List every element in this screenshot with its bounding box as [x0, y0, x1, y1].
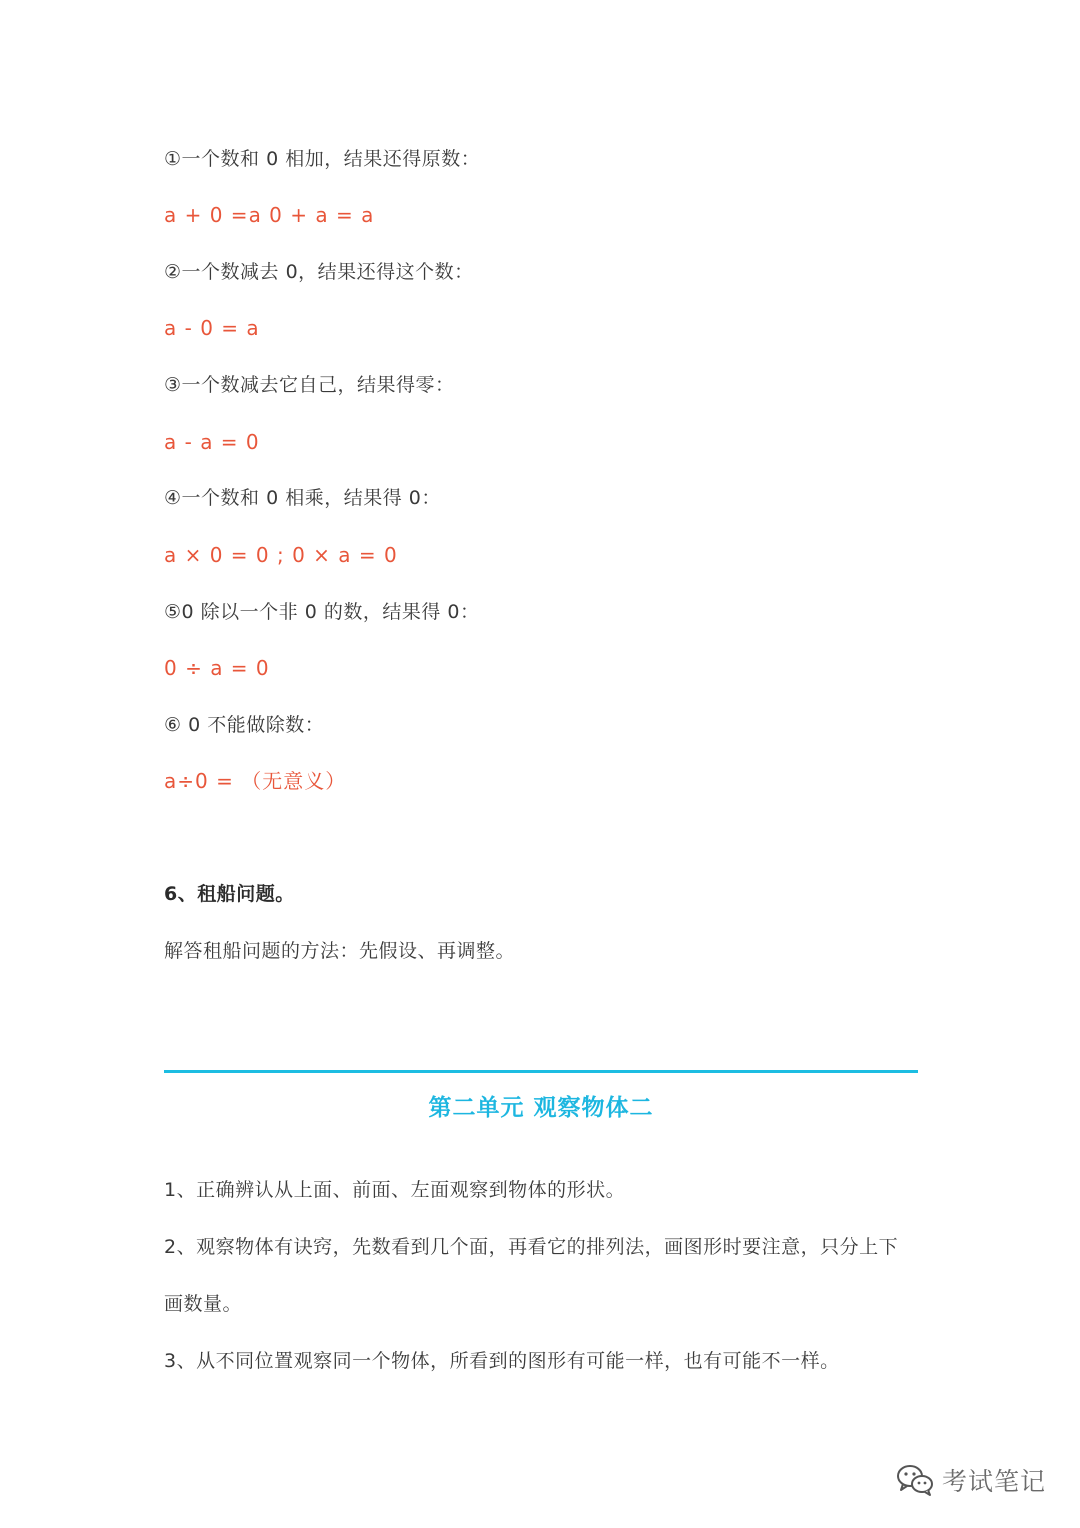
rule-3-formula: a - a = 0	[164, 430, 260, 454]
unit2-point-3: 3、从不同位置观察同一个物体，所看到的图形有可能一样，也有可能不一样。	[164, 1350, 840, 1372]
unit2-point-1: 1、正确辨认从上面、前面、左面观察到物体的形状。	[164, 1179, 626, 1201]
unit2-title: 第二单元 观察物体二	[428, 1095, 654, 1121]
rule-1-formula: a + 0 =a 0 + a = a	[164, 203, 375, 227]
rule-3-text: ③一个数减去它自己，结果得零：	[164, 374, 455, 396]
rule-6-formula: a÷0 = （无意义）	[164, 769, 347, 793]
unit2-point-2: 2、观察物体有诀窍，先数看到几个面，再看它的排列法，画图形时要注意，只分上下	[164, 1236, 899, 1258]
rule-4-formula: a × 0 = 0 ; 0 × a = 0	[164, 543, 398, 567]
boat-method: 解答租船问题的方法：先假设、再调整。	[164, 940, 516, 962]
rule-6-text: ⑥ 0 不能做除数：	[164, 714, 325, 736]
unit2-point-2-cont: 画数量。	[164, 1293, 243, 1315]
rule-2-formula: a - 0 = a	[164, 316, 260, 340]
rule-5-text: ⑤0 除以一个非 0 的数，结果得 0：	[164, 601, 480, 623]
rule-2-text: ②一个数减去 0，结果还得这个数：	[164, 261, 474, 283]
boat-heading: 6、租船问题。	[164, 883, 295, 905]
section-divider	[164, 1070, 918, 1073]
watermark-text: 考试笔记	[942, 1467, 1047, 1496]
wechat-icon	[896, 1463, 934, 1497]
rule-5-formula: 0 ÷ a = 0	[164, 656, 270, 680]
watermark	[896, 1460, 1046, 1500]
rule-4-text: ④一个数和 0 相乘，结果得 0：	[164, 487, 441, 509]
rule-1-text: ①一个数和 0 相加，结果还得原数：	[164, 148, 481, 170]
